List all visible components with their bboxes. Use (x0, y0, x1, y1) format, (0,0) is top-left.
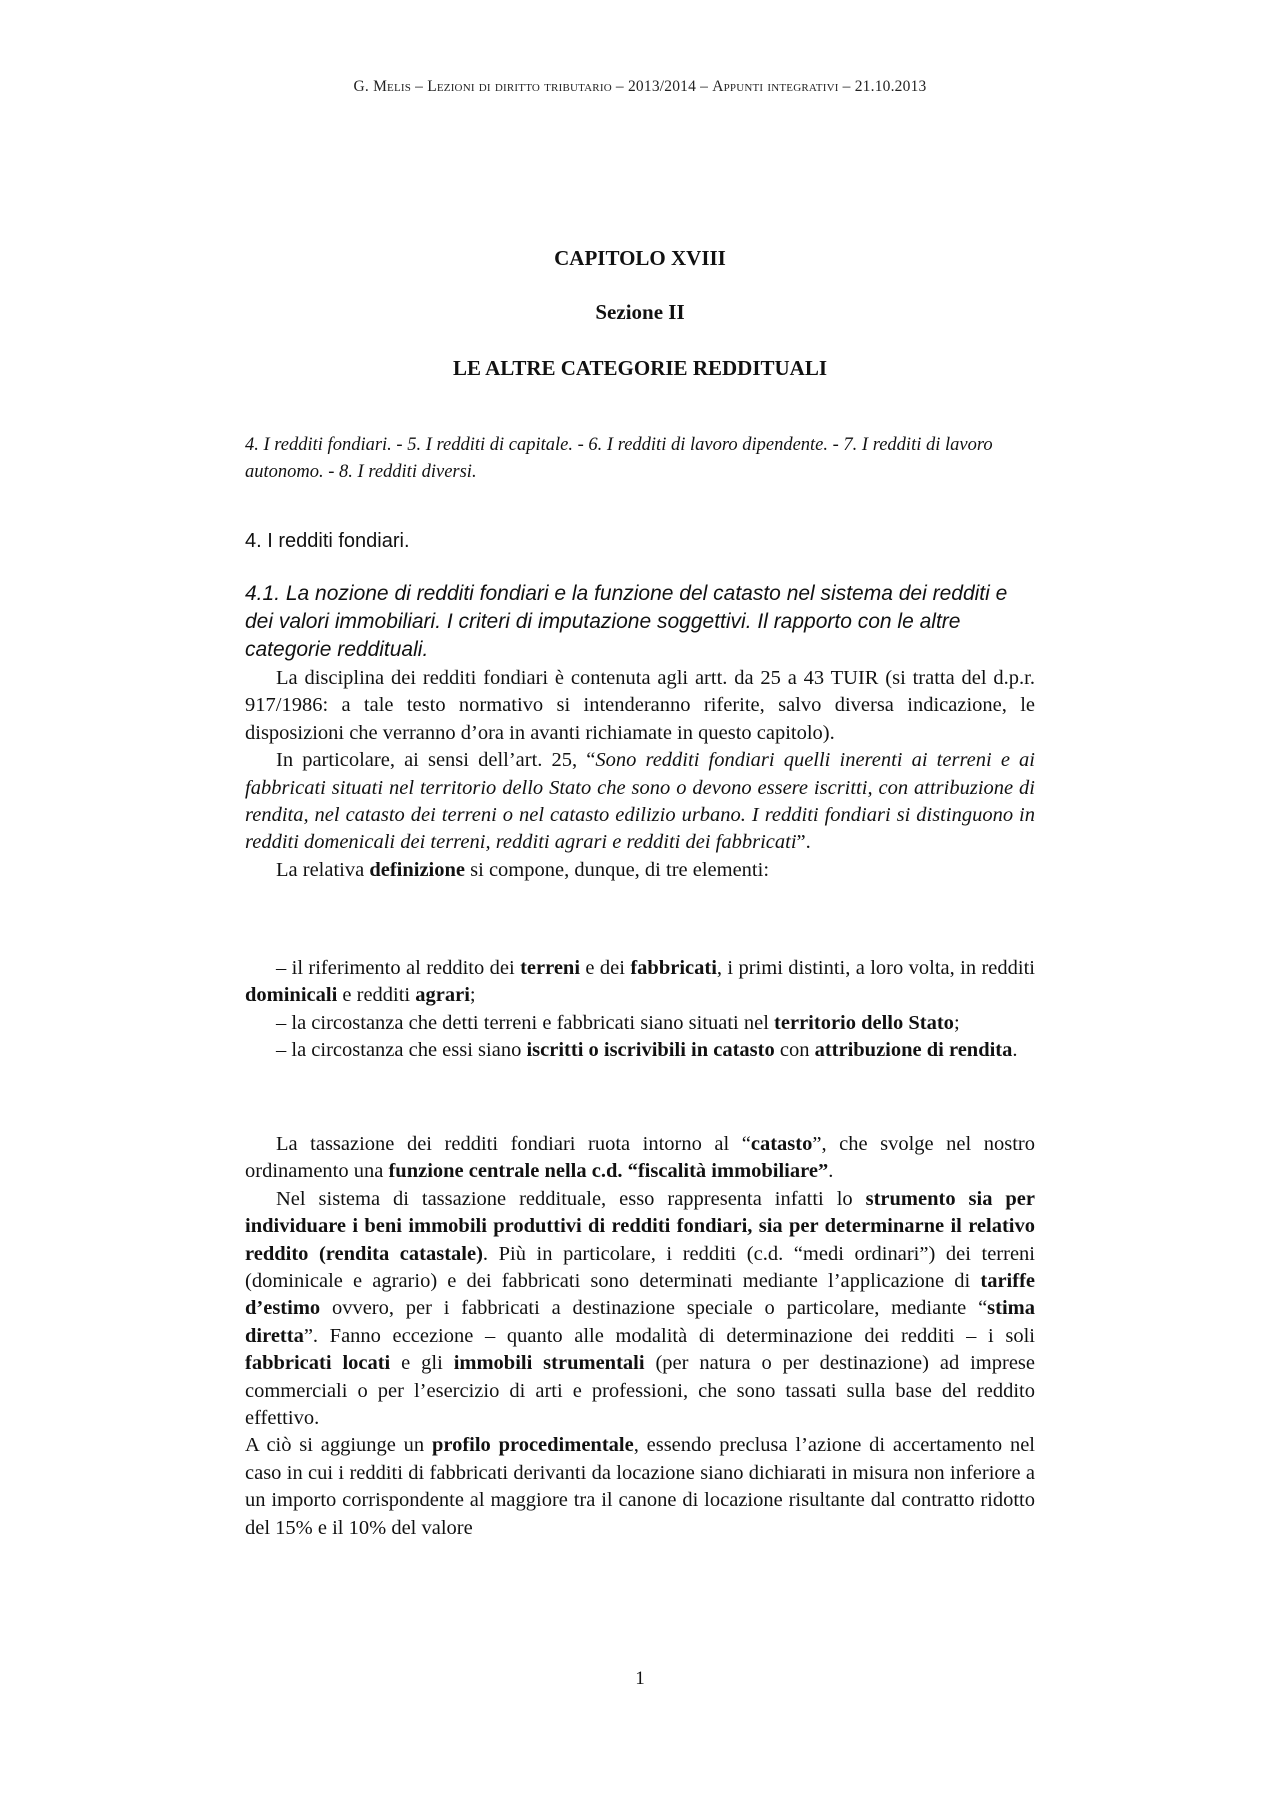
section-title: LE ALTRE CATEGORIE REDDITUALI (452, 356, 828, 380)
chapter-summary: 4. I redditi fondiari. - 5. I redditi di capitale. - 6. I redditi di lavoro dipendente. - 7. I redditi di lavoro autonomo. - 8. I redditi diversi. (245, 435, 993, 482)
header-separator: – (838, 78, 855, 95)
elements-list (245, 955, 1035, 1065)
running-header (0, 78, 1280, 96)
header-course: Lezioni di diritto tributario (427, 78, 612, 95)
body-block-2 (245, 1131, 1035, 1542)
paragraph-1: La disciplina dei redditi fondiari è contenuta agli artt. da 25 a 43 TUIR (si tratta del d.p.r. 917/1986: a tale testo normativo si intenderanno riferite, salvo diversa indicazione, le disposizioni che verranno d’ora in avanti richiamate in questo capitolo). (245, 667, 1035, 744)
paragraph-3: La relativa definizione si compone, dunque, di tre elementi: (276, 858, 770, 881)
header-separator: – (411, 78, 428, 95)
header-separator: – (611, 78, 628, 95)
heading-4: 4. I redditi fondiari. (245, 530, 410, 552)
paragraph-5: Nel sistema di tassazione reddituale, esso rappresenta infatti lo strumento sia per individuare i beni immobili produttivi di redditi fondiari, sia per determinarne il relativo reddito (rendita catastale). Più in particolare, i redditi (c.d. “medi ordinari”) dei terreni (dominicale e agrario) e dei fabbricati sono determinati mediante l’applicazione di tariffe d’estimo ovvero, per i fabbricati a destinazione speciale o particolare, mediante “stima diretta”. Fanno eccezione – quanto alle modalità di determinazione dei redditi – i soli fabbricati locati e gli immobili strumentali (per natura o per destinazione) ad imprese commerciali o per l’esercizio di arti e professioni, che sono tassati sulla base del reddito effettivo. (245, 1187, 1035, 1430)
paragraph-4: La tassazione dei redditi fondiari ruota intorno al “catasto”, che svolge nel nostro ordinamento una funzione centrale nella c.d. “fiscalità immobiliare”. (245, 1133, 1035, 1183)
header-separator: – (696, 78, 713, 95)
paragraph-2: In particolare, ai sensi dell’art. 25, “Sono redditi fondiari quelli inerenti ai terreni e ai fabbricati situati nel territorio dello Stato che sono o devono essere iscritti, con attribuzione di rendita, nel catasto dei terreni o nel catasto edilizio urbano. I redditi fondiari si distinguono in redditi domenicali dei terreni, redditi agrari e redditi dei fabbricati”. (245, 749, 1035, 854)
list-item: – il riferimento al reddito dei terreni e dei fabbricati, i primi distinti, a loro volta, in redditi dominicali e redditi agrari; (245, 957, 1035, 1007)
header-year: 2013/2014 (627, 78, 697, 95)
heading-4-1: 4.1. La nozione di redditi fondiari e la funzione del catasto nel sistema dei redditi e dei valori immobiliari. I criteri di imputazione soggettivi. Il rapporto con le altre categorie reddituali. (245, 582, 1008, 661)
section-label: Sezione II (595, 300, 685, 324)
header-author: Melis (373, 78, 412, 95)
header-initial: G. (353, 78, 369, 95)
page-number: 1 (635, 1668, 645, 1689)
paragraph-6: A ciò si aggiunge un profilo procedimentale, essendo preclusa l’azione di accertamento nel caso in cui i redditi di fabbricati derivanti da locazione siano dichiarati in misura non inferiore a un importo corrispondente al maggiore tra il canone di locazione risultante dal contratto ridotto del 15% e il 10% del valore (245, 1434, 1035, 1539)
chapter-title: CAPITOLO XVIII (554, 246, 726, 270)
body-block-1 (245, 665, 1035, 884)
list-item: – la circostanza che detti terreni e fabbricati siano situati nel territorio dello Stato; (276, 1011, 960, 1034)
header-date: 21.10.2013 (854, 78, 927, 95)
list-item: – la circostanza che essi siano iscritti o iscrivibili in catasto con attribuzione di rendita. (276, 1039, 1018, 1062)
quotation-art25: Sono redditi fondiari quelli inerenti ai terreni e ai fabbricati situati nel territorio dello Stato che sono o devono essere iscritti, con attribuzione di rendita, nel catasto dei terreni o nel catasto edilizio urbano. I redditi fondiari si distinguono in redditi domenicali dei terreni, redditi agrari e redditi dei fabbricati (245, 749, 1035, 854)
header-notes: Appunti integrativi (712, 78, 839, 95)
